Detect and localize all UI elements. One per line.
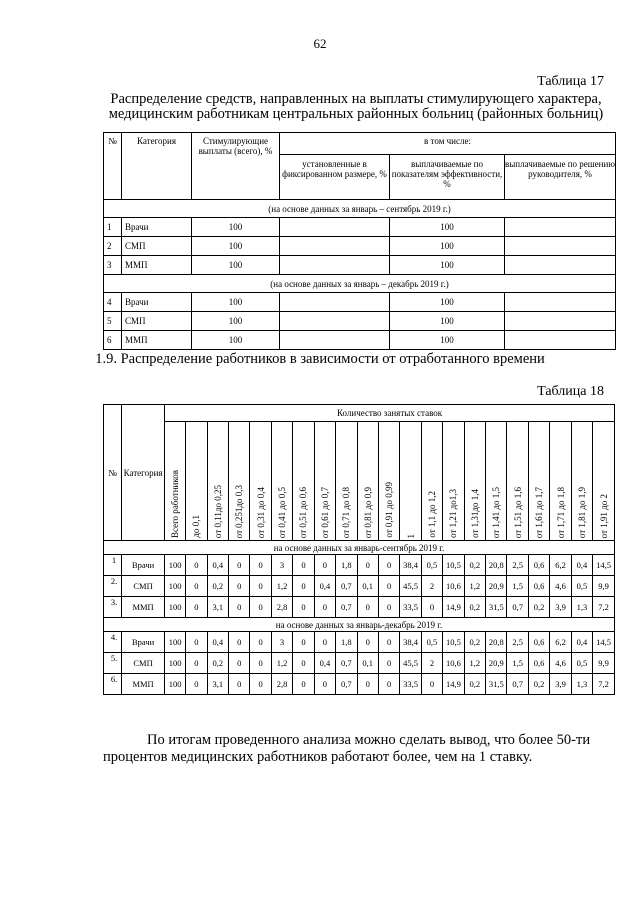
t18-cell-value: 0 bbox=[314, 632, 335, 653]
t18-cell-category: ММП bbox=[122, 674, 165, 695]
t17-row bbox=[104, 237, 616, 256]
t18-cell-value: 0 bbox=[421, 597, 442, 618]
t18-cell-value: 0,7 bbox=[336, 653, 357, 674]
t18-cell-value: 0,7 bbox=[336, 576, 357, 597]
t18-header-col-label: от 1,61 до 1,7 bbox=[534, 486, 545, 538]
t18-cell-category: ММП bbox=[122, 597, 165, 618]
t18-cell-num: 1 bbox=[104, 555, 122, 576]
t18-header-col bbox=[571, 422, 592, 541]
t18-period-label: на основе данных за январь-сентябрь 2019 г. bbox=[104, 541, 615, 555]
t17-cell-category: СМП bbox=[122, 237, 192, 256]
t18-header-col bbox=[378, 422, 399, 541]
t18-cell-value: 3,9 bbox=[550, 674, 571, 695]
t18-header-col-label: от 1,91 до 2 bbox=[598, 493, 609, 538]
t18-cell-value: 0,4 bbox=[314, 576, 335, 597]
t18-cell-value: 1,2 bbox=[271, 653, 292, 674]
t18-header-col bbox=[443, 422, 464, 541]
t17-row bbox=[104, 312, 616, 331]
t18-header-col-label: от 0,31 до 0,4 bbox=[255, 486, 266, 538]
t17-cell-category: СМП bbox=[122, 312, 192, 331]
t18-cell-value: 0,5 bbox=[421, 555, 442, 576]
t17-cell-num: 1 bbox=[104, 218, 122, 237]
t18-cell-num: 6. bbox=[104, 674, 122, 695]
t18-header-num: № bbox=[104, 405, 122, 541]
t18-cell-value: 0 bbox=[357, 597, 378, 618]
t18-cell-value: 2,8 bbox=[271, 674, 292, 695]
t17-cell-decision bbox=[505, 312, 616, 331]
t17-cell-fixed bbox=[280, 312, 390, 331]
t18-cell-value: 0 bbox=[186, 555, 207, 576]
t18-header-col bbox=[228, 422, 249, 541]
t17-row bbox=[104, 293, 616, 312]
t18-cell-value: 0,4 bbox=[207, 632, 228, 653]
t18-header-col-label: от 0,91 до 0,99 bbox=[384, 482, 395, 538]
t18-cell-value: 0 bbox=[293, 576, 314, 597]
t18-cell-category: СМП bbox=[122, 576, 165, 597]
t18-header-col-label: от 1,81 до 1,9 bbox=[576, 486, 587, 538]
t18-cell-value: 0 bbox=[293, 674, 314, 695]
t18-cell-value: 9,9 bbox=[593, 576, 615, 597]
t17-cell-fixed bbox=[280, 331, 390, 350]
t18-cell-value: 0 bbox=[378, 632, 399, 653]
t18-cell-value: 0,6 bbox=[528, 632, 549, 653]
t18-cell-value: 3,1 bbox=[207, 597, 228, 618]
t18-header-group: Количество занятых ставок bbox=[165, 405, 615, 422]
t18-cell-value: 38,4 bbox=[400, 632, 421, 653]
t18-cell-value: 0 bbox=[378, 576, 399, 597]
t18-cell-value: 6,2 bbox=[550, 632, 571, 653]
t17-cell-fixed bbox=[280, 293, 390, 312]
t17-cell-num: 6 bbox=[104, 331, 122, 350]
t18-cell-category: СМП bbox=[122, 653, 165, 674]
table17-label: Таблица 17 bbox=[537, 74, 604, 89]
t18-cell-value: 0,7 bbox=[336, 597, 357, 618]
t18-cell-value: 20,9 bbox=[486, 653, 507, 674]
t18-cell-value: 100 bbox=[165, 555, 186, 576]
t18-cell-value: 0 bbox=[186, 632, 207, 653]
page-number: 62 bbox=[313, 36, 327, 51]
t18-cell-value: 0,7 bbox=[507, 674, 528, 695]
t18-cell-value: 0 bbox=[186, 597, 207, 618]
t18-cell-value: 0 bbox=[293, 555, 314, 576]
t18-header-col bbox=[464, 422, 485, 541]
t18-cell-value: 10,5 bbox=[443, 555, 464, 576]
t18-header-col bbox=[550, 422, 571, 541]
t18-header-col bbox=[528, 422, 549, 541]
t18-header-col bbox=[250, 422, 271, 541]
t18-cell-value: 0,4 bbox=[571, 632, 592, 653]
t17-cell-total: 100 bbox=[192, 331, 280, 350]
t18-cell-value: 0,6 bbox=[528, 555, 549, 576]
t18-cell-value: 0,6 bbox=[528, 653, 549, 674]
t18-cell-value: 0 bbox=[293, 653, 314, 674]
t18-header-col bbox=[593, 422, 615, 541]
t18-cell-value: 0,2 bbox=[528, 597, 549, 618]
t18-cell-value: 33,5 bbox=[400, 597, 421, 618]
t18-cell-value: 0 bbox=[250, 632, 271, 653]
t18-cell-value: 1,3 bbox=[571, 597, 592, 618]
t18-cell-value: 0,2 bbox=[207, 576, 228, 597]
t18-cell-value: 0 bbox=[421, 674, 442, 695]
t18-cell-value: 0,1 bbox=[357, 576, 378, 597]
section-heading: 1.9. Распределение работников в зависимости от отработанного времени bbox=[95, 351, 545, 367]
t18-cell-value: 0 bbox=[186, 576, 207, 597]
t18-cell-value: 33,5 bbox=[400, 674, 421, 695]
t18-cell-value: 1,8 bbox=[336, 555, 357, 576]
t18-header-col bbox=[357, 422, 378, 541]
t18-cell-value: 20,8 bbox=[486, 632, 507, 653]
t18-cell-value: 100 bbox=[165, 653, 186, 674]
t18-cell-value: 45,5 bbox=[400, 576, 421, 597]
t18-cell-value: 100 bbox=[165, 632, 186, 653]
t18-header-col bbox=[271, 422, 292, 541]
t18-header-category: Категория bbox=[122, 405, 165, 541]
t18-header-col-label: от 1,21 до1,3 bbox=[448, 489, 459, 538]
t18-cell-value: 0 bbox=[250, 597, 271, 618]
t18-cell-value: 3 bbox=[271, 632, 292, 653]
t18-cell-value: 0,7 bbox=[507, 597, 528, 618]
t18-cell-value: 0 bbox=[186, 674, 207, 695]
t18-header-col-label: 1 bbox=[405, 533, 416, 538]
t18-cell-value: 7,2 bbox=[593, 597, 615, 618]
t18-header-col-label: от 1,1 до 1,2 bbox=[426, 491, 437, 538]
t17-row bbox=[104, 331, 616, 350]
t18-cell-value: 31,5 bbox=[486, 597, 507, 618]
t18-cell-value: 0 bbox=[250, 555, 271, 576]
t18-cell-value: 3 bbox=[271, 555, 292, 576]
t18-cell-value: 0,4 bbox=[207, 555, 228, 576]
t18-cell-value: 0,5 bbox=[571, 653, 592, 674]
t17-cell-decision bbox=[505, 331, 616, 350]
t18-cell-value: 3,1 bbox=[207, 674, 228, 695]
t18-header-col-label: от 0,51 до 0,6 bbox=[298, 486, 309, 538]
t18-header-col-label: от 1,51 до 1,6 bbox=[512, 486, 523, 538]
t18-cell-value: 4,6 bbox=[550, 576, 571, 597]
t17-cell-decision bbox=[505, 293, 616, 312]
t18-cell-value: 1,2 bbox=[464, 653, 485, 674]
t17-cell-category: Врачи bbox=[122, 293, 192, 312]
t18-cell-value: 0,4 bbox=[314, 653, 335, 674]
t17-row bbox=[104, 256, 616, 275]
t18-cell-value: 0 bbox=[186, 653, 207, 674]
t18-cell-value: 10,6 bbox=[443, 576, 464, 597]
t17-header-stimulating: Стимулирующие выплаты (всего), % bbox=[192, 133, 280, 200]
t18-row bbox=[104, 632, 615, 653]
t17-header-num: № bbox=[104, 133, 122, 200]
t17-cell-indicators: 100 bbox=[390, 331, 505, 350]
t18-cell-value: 0 bbox=[293, 597, 314, 618]
t17-cell-indicators: 100 bbox=[390, 256, 505, 275]
t18-header-col-label: Всего работников bbox=[170, 469, 181, 538]
t18-cell-value: 1,2 bbox=[271, 576, 292, 597]
t18-cell-num: 4. bbox=[104, 632, 122, 653]
t18-cell-value: 0,2 bbox=[464, 674, 485, 695]
t18-cell-value: 38,4 bbox=[400, 555, 421, 576]
t18-cell-value: 0 bbox=[357, 674, 378, 695]
conclusion-text: По итогам проведенного анализа можно сделать вывод, что более 50-ти процентов медицинских работников работают более, чем на 1 ставку. bbox=[103, 732, 591, 765]
t18-header-col-label: от 0,11до 0,25 bbox=[212, 484, 223, 538]
t18-header-col-label: до 0,1 bbox=[191, 515, 202, 538]
t18-cell-value: 0,1 bbox=[357, 653, 378, 674]
t18-row bbox=[104, 653, 615, 674]
t18-cell-num: 3. bbox=[104, 597, 122, 618]
t18-cell-value: 1,8 bbox=[336, 632, 357, 653]
t18-period-label: на основе данных за январь-декабрь 2019 г. bbox=[104, 618, 615, 632]
t18-cell-value: 0 bbox=[314, 555, 335, 576]
t17-cell-indicators: 100 bbox=[390, 312, 505, 331]
t17-cell-num: 5 bbox=[104, 312, 122, 331]
t18-cell-value: 0,2 bbox=[464, 597, 485, 618]
t18-cell-value: 2,5 bbox=[507, 632, 528, 653]
t18-cell-value: 4,6 bbox=[550, 653, 571, 674]
t18-cell-value: 0 bbox=[228, 674, 249, 695]
t18-cell-value: 0,7 bbox=[336, 674, 357, 695]
t17-header-indicators: выплачиваемые по показателям эффективности, % bbox=[390, 155, 505, 200]
t18-header-col bbox=[165, 422, 186, 541]
t17-cell-num: 3 bbox=[104, 256, 122, 275]
t18-cell-value: 0 bbox=[250, 653, 271, 674]
t18-cell-value: 6,2 bbox=[550, 555, 571, 576]
t18-cell-value: 14,5 bbox=[593, 555, 615, 576]
t18-header-col-label: от 0,251до 0,3 bbox=[234, 484, 245, 538]
t17-cell-decision bbox=[505, 218, 616, 237]
t17-cell-fixed bbox=[280, 256, 390, 275]
t17-header-fixed: установленные в фиксированном размере, % bbox=[280, 155, 390, 200]
t18-cell-value: 2 bbox=[421, 653, 442, 674]
t18-cell-value: 0 bbox=[228, 597, 249, 618]
t18-header-col bbox=[421, 422, 442, 541]
t18-cell-value: 0 bbox=[357, 555, 378, 576]
t17-period-label: (на основе данных за январь – сентябрь 2019 г.) bbox=[104, 200, 616, 218]
t18-cell-value: 0,4 bbox=[571, 555, 592, 576]
t18-cell-value: 100 bbox=[165, 576, 186, 597]
t18-cell-category: Врачи bbox=[122, 555, 165, 576]
t18-header-col bbox=[314, 422, 335, 541]
t18-cell-value: 14,9 bbox=[443, 674, 464, 695]
t18-cell-value: 0 bbox=[314, 597, 335, 618]
t18-cell-value: 31,5 bbox=[486, 674, 507, 695]
t17-cell-total: 100 bbox=[192, 312, 280, 331]
t18-cell-value: 0 bbox=[314, 674, 335, 695]
t18-cell-num: 5. bbox=[104, 653, 122, 674]
t18-cell-value: 0 bbox=[228, 576, 249, 597]
t17-period-label: (на основе данных за январь – декабрь 2019 г.) bbox=[104, 275, 616, 293]
t18-cell-value: 0,2 bbox=[528, 674, 549, 695]
t18-cell-value: 1,3 bbox=[571, 674, 592, 695]
t18-cell-value: 0 bbox=[250, 576, 271, 597]
t18-cell-value: 0 bbox=[228, 632, 249, 653]
t18-header-col-label: от 1,41 до 1,5 bbox=[491, 486, 502, 538]
t17-cell-decision bbox=[505, 237, 616, 256]
t18-cell-value: 45,5 bbox=[400, 653, 421, 674]
t18-header-col-label: от 1,31до 1,4 bbox=[469, 489, 480, 538]
t17-cell-total: 100 bbox=[192, 218, 280, 237]
table18 bbox=[103, 404, 615, 695]
t18-header-col bbox=[507, 422, 528, 541]
t18-cell-value: 1,5 bbox=[507, 653, 528, 674]
t18-cell-value: 0 bbox=[293, 632, 314, 653]
t18-cell-value: 14,5 bbox=[593, 632, 615, 653]
t18-cell-value: 0,5 bbox=[421, 632, 442, 653]
t17-cell-fixed bbox=[280, 218, 390, 237]
t17-cell-category: ММП bbox=[122, 256, 192, 275]
t17-cell-total: 100 bbox=[192, 237, 280, 256]
t18-cell-category: Врачи bbox=[122, 632, 165, 653]
t17-header-category: Категория bbox=[122, 133, 192, 200]
t18-header-col bbox=[336, 422, 357, 541]
t17-cell-total: 100 bbox=[192, 256, 280, 275]
t17-cell-fixed bbox=[280, 237, 390, 256]
t17-cell-total: 100 bbox=[192, 293, 280, 312]
t18-cell-value: 20,8 bbox=[486, 555, 507, 576]
t18-cell-value: 1,2 bbox=[464, 576, 485, 597]
t18-cell-value: 0,2 bbox=[464, 555, 485, 576]
t18-cell-value: 0 bbox=[378, 653, 399, 674]
t18-header-col-label: от 0,81 до 0,9 bbox=[362, 486, 373, 538]
t18-header-col bbox=[207, 422, 228, 541]
t17-header-including: в том числе: bbox=[280, 133, 616, 155]
t18-cell-value: 20,9 bbox=[486, 576, 507, 597]
t18-cell-value: 0 bbox=[378, 674, 399, 695]
t18-cell-value: 14,9 bbox=[443, 597, 464, 618]
t18-header-col bbox=[186, 422, 207, 541]
t18-cell-value: 0 bbox=[228, 653, 249, 674]
t17-cell-num: 4 bbox=[104, 293, 122, 312]
t17-header-decision: выплачиваемые по решению руководителя, % bbox=[505, 155, 616, 200]
t18-header-col-label: от 0,71 до 0,8 bbox=[341, 486, 352, 538]
t18-cell-value: 0 bbox=[378, 555, 399, 576]
t17-cell-decision bbox=[505, 256, 616, 275]
t18-header-col-label: от 0,41 до 0,5 bbox=[277, 486, 288, 538]
t18-header-col bbox=[293, 422, 314, 541]
t18-cell-value: 0,2 bbox=[464, 632, 485, 653]
t18-header-col bbox=[486, 422, 507, 541]
t17-cell-indicators: 100 bbox=[390, 218, 505, 237]
t18-cell-value: 0 bbox=[378, 597, 399, 618]
t18-cell-value: 2,5 bbox=[507, 555, 528, 576]
t18-row bbox=[104, 674, 615, 695]
t18-cell-value: 100 bbox=[165, 597, 186, 618]
t17-cell-indicators: 100 bbox=[390, 293, 505, 312]
t18-cell-value: 2 bbox=[421, 576, 442, 597]
t18-cell-value: 1,5 bbox=[507, 576, 528, 597]
t18-cell-value: 10,5 bbox=[443, 632, 464, 653]
t17-cell-category: ММП bbox=[122, 331, 192, 350]
table17-title: Распределение средств, направленных на выплаты стимулирующего характера, медицинским работникам центральных районных больниц (районных больниц) bbox=[108, 91, 604, 122]
t18-cell-value: 0 bbox=[250, 674, 271, 695]
t18-cell-value: 9,9 bbox=[593, 653, 615, 674]
t18-header-col-label: от 1,71 до 1,8 bbox=[555, 486, 566, 538]
t17-cell-category: Врачи bbox=[122, 218, 192, 237]
t18-cell-value: 7,2 bbox=[593, 674, 615, 695]
t18-cell-value: 2,8 bbox=[271, 597, 292, 618]
t18-header-col bbox=[400, 422, 421, 541]
t18-cell-value: 3,9 bbox=[550, 597, 571, 618]
t18-cell-value: 100 bbox=[165, 674, 186, 695]
t18-cell-value: 10,6 bbox=[443, 653, 464, 674]
t18-row bbox=[104, 597, 615, 618]
t17-cell-indicators: 100 bbox=[390, 237, 505, 256]
table18-label: Таблица 18 bbox=[537, 384, 604, 399]
t18-row bbox=[104, 576, 615, 597]
t18-cell-value: 0 bbox=[357, 632, 378, 653]
table17 bbox=[103, 132, 616, 350]
t18-cell-num: 2. bbox=[104, 576, 122, 597]
t18-cell-value: 0 bbox=[228, 555, 249, 576]
t18-cell-value: 0,6 bbox=[528, 576, 549, 597]
t17-row bbox=[104, 218, 616, 237]
t18-cell-value: 0,2 bbox=[207, 653, 228, 674]
t17-cell-num: 2 bbox=[104, 237, 122, 256]
t18-cell-value: 0,5 bbox=[571, 576, 592, 597]
t18-header-col-label: от 0,61 до 0,7 bbox=[319, 486, 330, 538]
t18-row bbox=[104, 555, 615, 576]
